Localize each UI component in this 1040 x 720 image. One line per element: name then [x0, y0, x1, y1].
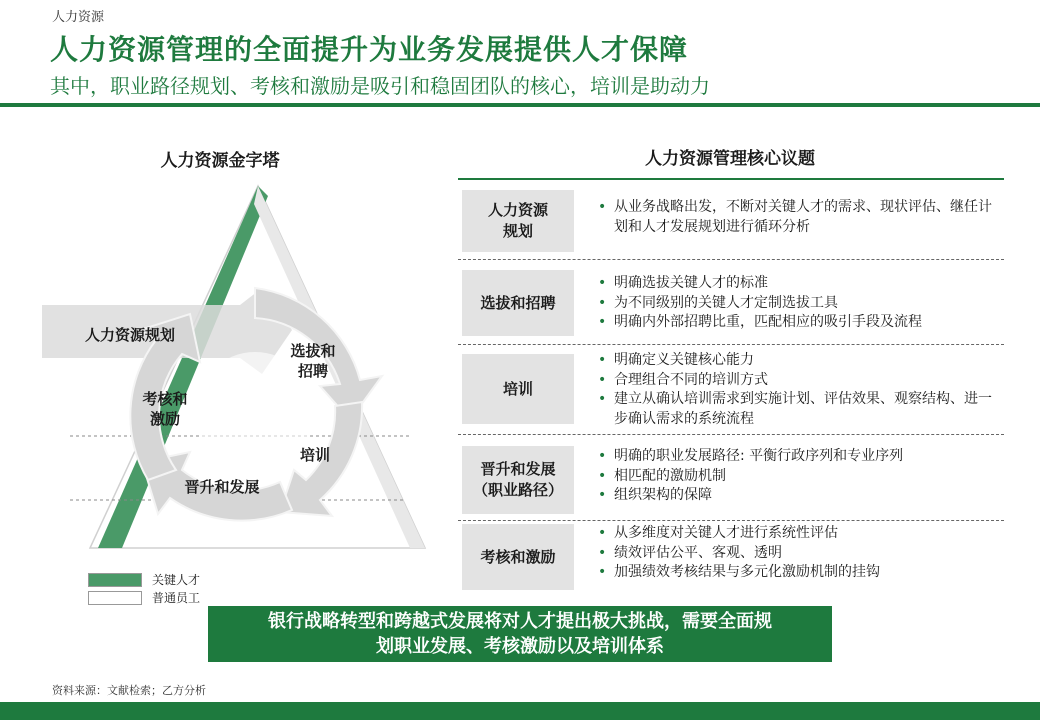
list-item: • 明确内外部招聘比重，匹配相应的吸引手段及流程	[596, 313, 996, 333]
pyramid-title: 人力资源金字塔	[160, 151, 280, 171]
topic-bullets	[596, 447, 996, 506]
legend-label: 普通员工	[152, 591, 201, 605]
legend-label: 关键人才	[152, 573, 201, 587]
topics-title: 人力资源管理核心议题	[645, 149, 815, 169]
callout-line: 银行战略转型和跨越式发展将对人才提出极大挑战，需要全面规	[268, 611, 772, 632]
topic-row-selection	[458, 268, 1004, 338]
legend-swatch	[88, 573, 142, 587]
header-divider	[0, 103, 1040, 107]
topic-separator	[458, 520, 1004, 521]
topic-separator	[458, 259, 1004, 260]
topic-label	[462, 190, 574, 252]
cycle-label-selection-1: 选拔和	[290, 342, 336, 360]
topic-label-line: （职业路径）	[472, 481, 563, 499]
callout-line: 划职业发展、考核激励以及培训体系	[376, 636, 664, 657]
topic-separator	[458, 434, 1004, 435]
cycle-label-promotion: 晋升和发展	[184, 478, 260, 496]
topic-row-appraisal	[458, 522, 1004, 594]
list-item: • 明确的职业发展路径: 平衡行政序列和专业序列	[596, 447, 996, 467]
list-item: • 加强绩效考核结果与多元化激励机制的挂钩	[596, 563, 996, 583]
topic-label	[462, 270, 574, 336]
topics-divider	[458, 178, 1004, 180]
topic-label-line: 人力资源	[487, 201, 548, 219]
list-item: • 从业务战略出发，不断对关键人才的需求、现状评估、继任计划和人才发展规划进行循环分析	[596, 198, 996, 237]
topic-bullets	[596, 351, 996, 429]
topic-row-training	[458, 348, 1004, 430]
topic-label-line: 考核和激励	[480, 547, 556, 566]
topic-bullets	[596, 524, 996, 583]
list-item: • 建立从确认培训需求到实施计划、评估效果、观察结构、进一步确认需求的系统流程	[596, 390, 996, 429]
conclusion-callout	[208, 606, 832, 662]
list-item: • 从多维度对关键人才进行系统性评估	[596, 524, 996, 544]
list-item: • 为不同级别的关键人才定制选拔工具	[596, 294, 996, 314]
cycle-label-planning: 人力资源规划	[84, 326, 176, 344]
source-note: 资料来源：文献检索；乙方分析	[52, 684, 206, 697]
list-item: • 绩效评估公平、客观、透明	[596, 544, 996, 564]
topic-separator	[458, 344, 1004, 345]
topic-label-line: 规划	[502, 222, 533, 240]
pyramid-legend	[88, 571, 200, 607]
legend-swatch	[88, 591, 142, 605]
topic-row-planning	[458, 190, 1004, 258]
page-subtitle: 其中，职业路径规划、考核和激励是吸引和稳固团队的核心，培训是助动力	[50, 74, 710, 98]
page-title: 人力资源管理的全面提升为业务发展提供人才保障	[50, 33, 689, 66]
legend-item-key-talent	[88, 571, 200, 588]
cycle-label-appraisal-2: 激励	[149, 410, 181, 428]
cycle-label-selection-2: 招聘	[297, 362, 329, 380]
topic-label	[462, 524, 574, 590]
topic-label	[462, 354, 574, 424]
topic-label-line: 培训	[502, 379, 533, 398]
cycle-label-training: 培训	[299, 446, 331, 464]
list-item: • 组织架构的保障	[596, 486, 996, 506]
list-item: • 相匹配的激励机制	[596, 467, 996, 487]
pyramid-diagram	[30, 180, 430, 560]
list-item: • 合理组合不同的培训方式	[596, 371, 996, 391]
list-item: • 明确选拔关键人才的标准	[596, 274, 996, 294]
topic-label	[462, 446, 574, 514]
list-item: • 明确定义关键核心能力	[596, 351, 996, 371]
topic-label-line: 选拔和招聘	[480, 293, 556, 312]
topic-label-line: 晋升和发展	[480, 460, 556, 478]
topic-bullets	[596, 274, 996, 333]
topic-row-promotion	[458, 444, 1004, 516]
section-label: 人力资源	[52, 10, 105, 25]
footer-bar	[0, 702, 1040, 720]
topic-bullets	[596, 198, 996, 237]
legend-item-regular-staff	[88, 589, 200, 606]
cycle-label-appraisal-1: 考核和	[142, 390, 188, 408]
